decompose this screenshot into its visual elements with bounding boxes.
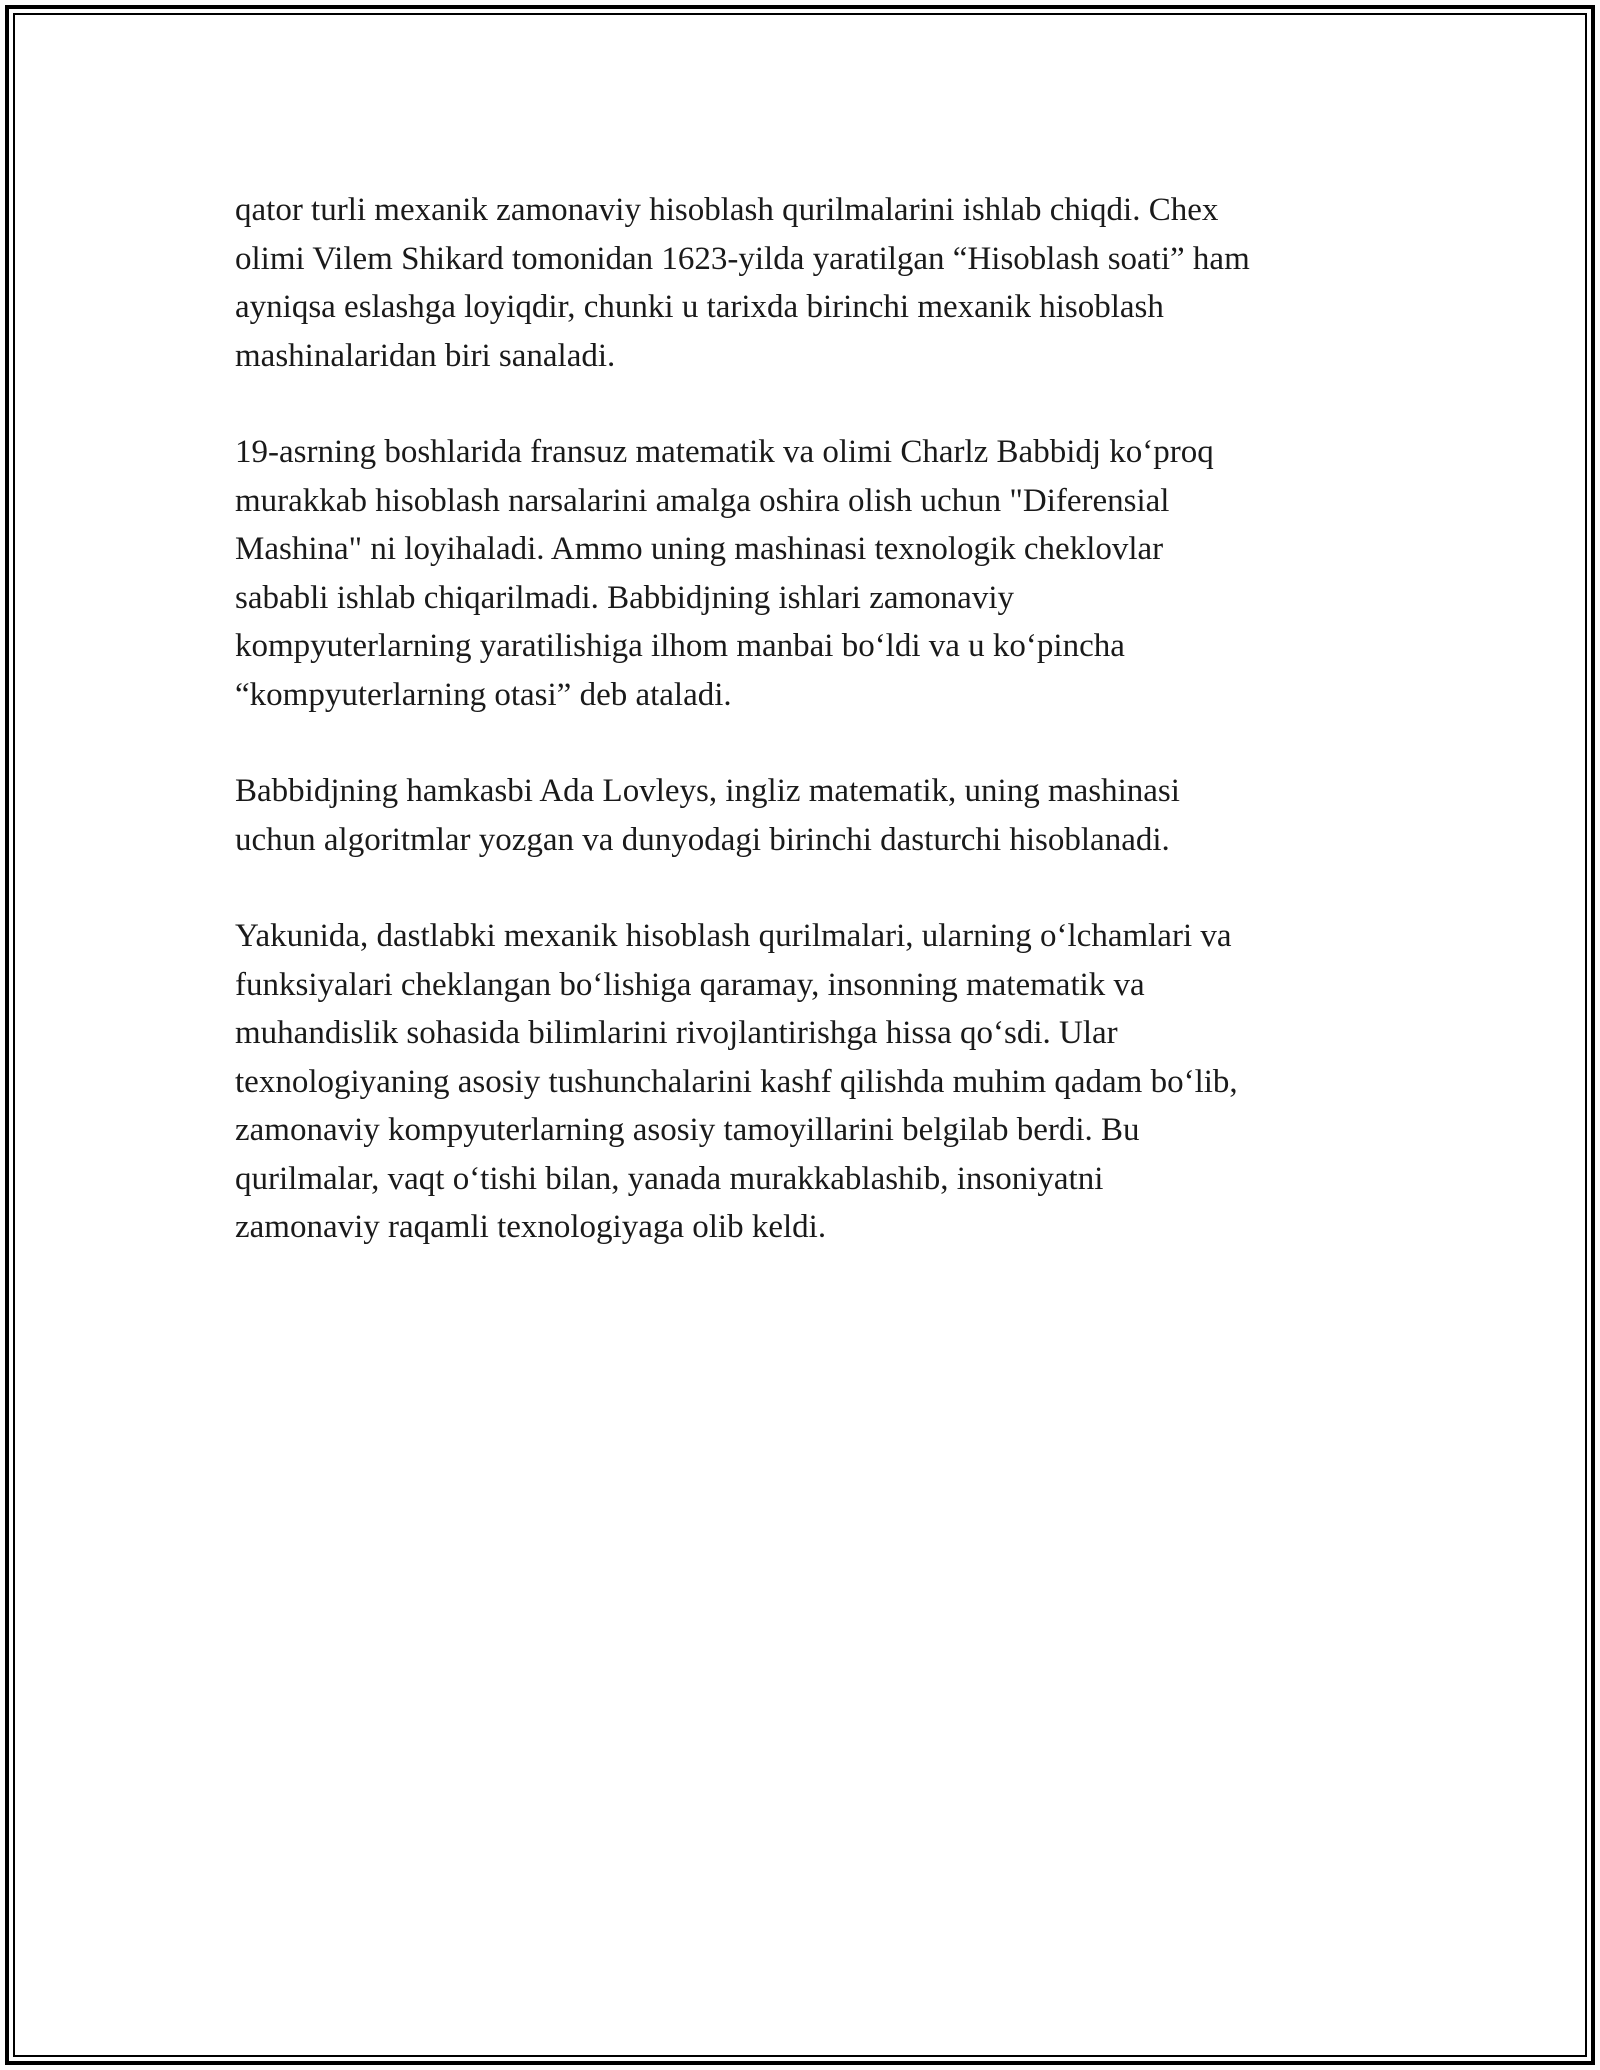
- paragraph-4: [235, 912, 1395, 1252]
- paragraph-1: [235, 186, 1395, 380]
- text-line: texnologiyaning asosiy tushunchalarini kashf qilishda muhim qadam bo‘lib,: [235, 1063, 1238, 1100]
- text-line: sababli ishlab chiqarilmadi. Babbidjning ishlari zamonaviy: [235, 579, 1014, 616]
- text-line: mashinalaridan biri sanaladi.: [235, 337, 616, 374]
- text-line: zamonaviy kompyuterlarning asosiy tamoyillarini belgilab berdi. Bu: [235, 1112, 1140, 1148]
- document-body: [235, 186, 1395, 1300]
- text-line: murakkab hisoblash narsalarini amalga oshira olish uchun "Diferensial: [235, 482, 1170, 519]
- text-line: ayniqsa eslashga loyiqdir, chunki u tarixda birinchi mexanik hisoblash: [235, 289, 1164, 325]
- text-line: Babbidjning hamkasbi Ada Lovleys, ingliz matematik, uning mashinasi: [235, 773, 1180, 809]
- text-line: zamonaviy raqamli texnologiyaga olib keldi.: [235, 1209, 827, 1245]
- text-line: uchun algoritmlar yozgan va dunyodagi birinchi dasturchi hisoblanadi.: [235, 821, 1170, 858]
- text-line: kompyuterlarning yaratilishiga ilhom manbai bo‘ldi va u ko‘pincha: [235, 628, 1125, 664]
- text-line: 19-asrning boshlarida fransuz matematik va olimi Charlz Babbidj ko‘proq: [235, 434, 1214, 470]
- text-line: qator turli mexanik zamonaviy hisoblash qurilmalarini ishlab chiqdi. Chex: [235, 192, 1219, 228]
- text-line: “kompyuterlarning otasi” deb ataladi.: [235, 676, 732, 713]
- text-line: olimi Vilem Shikard tomonidan 1623-yilda yaratilgan “Hisoblash soati” ham: [235, 240, 1250, 277]
- paragraph-3: [235, 767, 1395, 864]
- text-line: Yakunida, dastlabki mexanik hisoblash qurilmalari, ularning o‘lchamlari va: [235, 918, 1232, 954]
- text-line: muhandislik sohasida bilimlarini rivojlantirishga hissa qo‘sdi. Ular: [235, 1015, 1118, 1051]
- text-line: funksiyalari cheklangan bo‘lishiga qaramay, insonning matematik va: [235, 966, 1145, 1003]
- paragraph-2: [235, 428, 1395, 719]
- text-line: Mashina" ni loyihaladi. Ammo uning mashinasi texnologik cheklovlar: [235, 531, 1164, 567]
- text-line: qurilmalar, vaqt o‘tishi bilan, yanada murakkablashib, insoniyatni: [235, 1160, 1104, 1197]
